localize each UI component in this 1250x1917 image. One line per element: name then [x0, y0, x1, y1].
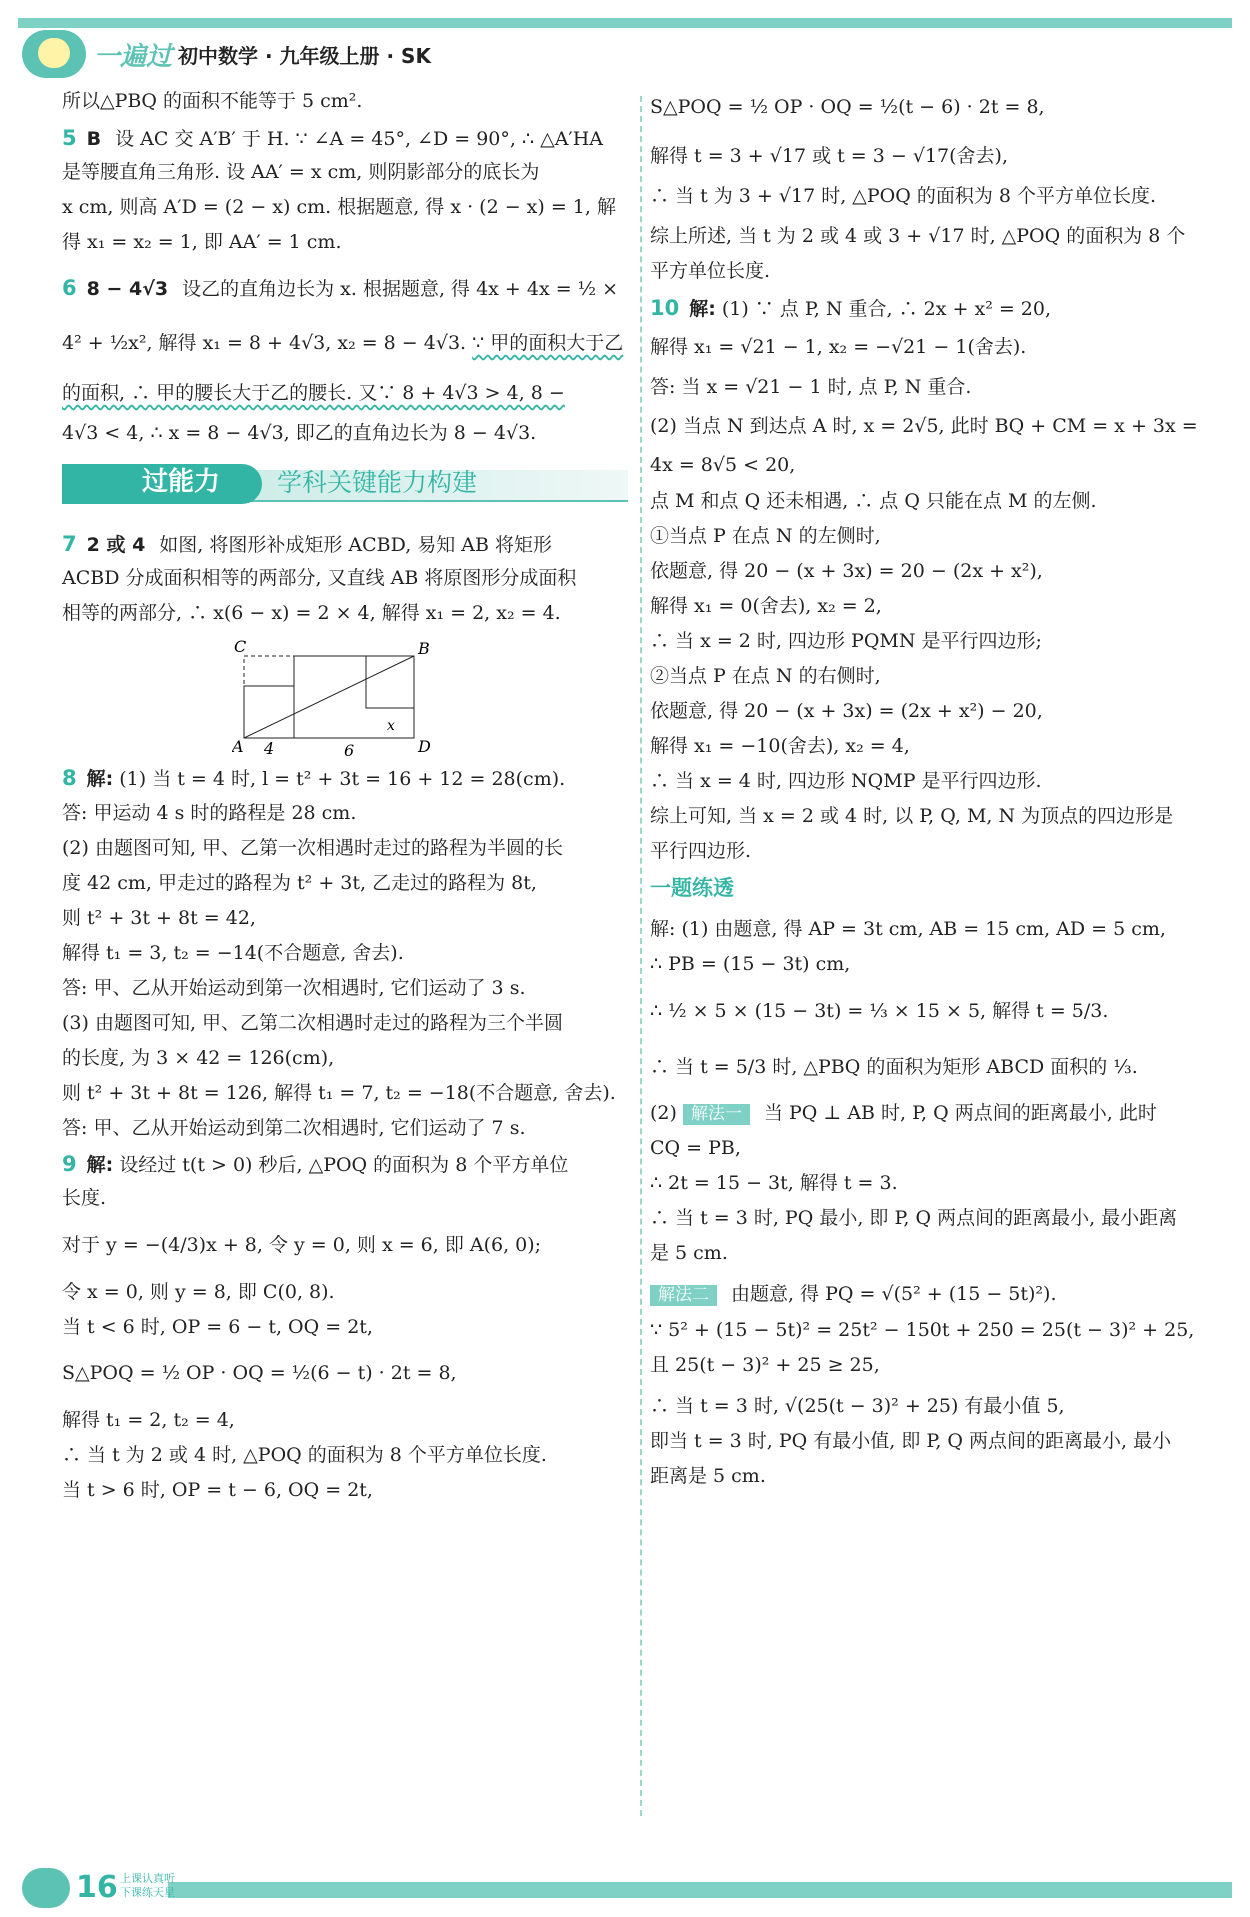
text-line: 距离是 5 cm. — [650, 1465, 766, 1487]
method-2-line — [650, 1285, 1057, 1306]
text-line: 得 x₁ = x₂ = 1, 即 AA′ = 1 cm. — [62, 231, 342, 253]
answer: 2 或 4 — [86, 534, 146, 556]
highlighted-text: 的面积, ∴ 甲的腰长大于乙的腰长. 又∵ 8 + 4√3 > 4, 8 − — [62, 382, 565, 404]
column-divider — [640, 96, 642, 1816]
answer-text: 设 AC 交 A′B′ 于 H. ∵ ∠A = 45°, ∠D = 90°, ∴ △A′HA — [115, 128, 604, 150]
text-line: (2) 由题图可知, 甲、乙第一次相遇时走过的路程为半圆的长 — [62, 837, 564, 859]
text-line: 解: (1) 由题意, 得 AP = 3t cm, AB = 15 cm, AD = 5 cm, — [650, 918, 1166, 940]
slogan-line-2: 下课练天星 — [120, 1885, 175, 1899]
footer-strip — [168, 1882, 1232, 1898]
label-4: 4 — [264, 739, 275, 758]
slogan-line-1: 上课认真听 — [120, 1872, 175, 1885]
text-line: ②当点 P 在点 N 的右侧时, — [650, 665, 881, 687]
text-line: 点 M 和点 Q 还未相遇, ∴ 点 Q 只能在点 M 的左侧. — [650, 490, 1097, 512]
label-x: x — [387, 718, 395, 734]
text-line: ∴ 当 t 为 3 + √17 时, △POQ 的面积为 8 个平方单位长度. — [650, 185, 1157, 207]
text-line: ACBD 分成面积相等的两部分, 又直线 AB 将原图形分成面积 — [62, 567, 577, 589]
text-line: ∴ PB = (15 − 3t) cm, — [650, 953, 851, 975]
text-line: 答: 甲运动 4 s 时的路程是 28 cm. — [62, 802, 357, 824]
text-line: (3) 由题图可知, 甲、乙第二次相遇时走过的路程为三个半圆 — [62, 1012, 564, 1034]
text-line: ∴ 当 x = 2 时, 四边形 PQMN 是平行四边形; — [650, 630, 1042, 652]
highlighted-text: ∵ 甲的面积大于乙 — [472, 332, 624, 354]
label-b: B — [418, 640, 430, 658]
text-line: 平行四边形. — [650, 840, 752, 862]
method-tag: 解法一 — [683, 1104, 750, 1125]
text-line: 解得 x₁ = √21 − 1, x₂ = −√21 − 1(舍去). — [650, 336, 1027, 358]
label-d: D — [418, 737, 431, 756]
right-rectangle — [366, 656, 414, 708]
text-line: 的长度, 为 3 × 42 = 126(cm), — [62, 1047, 335, 1069]
text-line: 则 t² + 3t + 8t = 42, — [62, 907, 256, 929]
answer: 解: — [86, 1154, 114, 1176]
answer: 解: — [689, 298, 716, 320]
text-line: 令 x = 0, 则 y = 8, 即 C(0, 8). — [62, 1281, 335, 1303]
text-line: ∴ 2t = 15 − 3t, 解得 t = 3. — [650, 1172, 898, 1194]
text-line: ∴ 当 t = 5/3 时, △PBQ 的面积为矩形 ABCD 面积的 ⅓. — [650, 1056, 1138, 1078]
small-square — [244, 686, 294, 738]
page-footer — [18, 1868, 1232, 1908]
text-line: 依题意, 得 20 − (x + 3x) = (2x + x²) − 20, — [650, 700, 1043, 722]
question-10-line — [650, 298, 1051, 319]
question-5-line — [62, 128, 603, 149]
label-6: 6 — [344, 741, 355, 760]
section-title: 过能力 — [142, 467, 221, 497]
answer-text: 设经过 t(t > 0) 秒后, △POQ 的面积为 8 个平方单位 — [119, 1154, 569, 1176]
question-8-line — [62, 768, 565, 789]
book-subject: 初中数学 · 九年级上册 · SK — [178, 44, 431, 68]
text-line: 度 42 cm, 甲走过的路程为 t² + 3t, 乙走过的路程为 8t, — [62, 872, 537, 894]
text-line: S△POQ = ½ OP · OQ = ½(6 − t) · 2t = 8, — [62, 1362, 457, 1384]
mascot-icon — [22, 1868, 70, 1908]
footer-slogan — [120, 1872, 175, 1900]
method-1-line — [650, 1104, 1157, 1125]
answer-text: 如图, 将图形补成矩形 ACBD, 易知 AB 将矩形 — [159, 534, 553, 556]
main-rectangle — [294, 656, 414, 738]
section-heading — [650, 878, 734, 899]
text-line: ∴ 当 t = 3 时, √(25(t − 3)² + 25) 有最小值 5, — [650, 1395, 1065, 1417]
text-line: 即当 t = 3 时, PQ 有最小值, 即 P, Q 两点间的距离最小, 最小 — [650, 1430, 1172, 1452]
text-line: S△POQ = ½ OP · OQ = ½(t − 6) · 2t = 8, — [650, 96, 1045, 118]
question-9-line — [62, 1154, 568, 1175]
brand-title: 一遍过 — [94, 42, 173, 72]
section-banner — [62, 464, 628, 504]
text-line: 解得 t₁ = 3, t₂ = −14(不合题意, 舍去). — [62, 942, 404, 964]
text-line: CQ = PB, — [650, 1137, 741, 1159]
text-line: 当 t > 6 时, OP = t − 6, OQ = 2t, — [62, 1479, 373, 1501]
text-line: 综上所述, 当 t 为 2 或 4 或 3 + √17 时, △POQ 的面积为 8 个 — [650, 225, 1186, 247]
answer-text: (1) 当 t = 4 时, l = t² + 3t = 16 + 12 = 28(cm). — [119, 768, 566, 790]
answer: 解: — [86, 768, 114, 790]
text-line: ∴ 当 t = 3 时, PQ 最小, 即 P, Q 两点间的距离最小, 最小距离 — [650, 1207, 1178, 1229]
question-number: 8 — [62, 766, 77, 790]
method-text: 由题意, 得 PQ = √(5² + (15 − 5t)²). — [731, 1283, 1057, 1305]
question-7-line — [62, 534, 552, 555]
mascot-logo-icon — [22, 30, 86, 78]
text-line: 解得 t = 3 + √17 或 t = 3 − √17(舍去), — [650, 145, 1008, 167]
answer: 8 − 4√3 — [86, 278, 169, 300]
text-line: 解得 x₁ = −10(舍去), x₂ = 4, — [650, 735, 910, 757]
header-bar — [18, 18, 1232, 28]
label-a: A — [232, 737, 244, 756]
question-number: 5 — [62, 126, 77, 150]
text-line: 长度. — [62, 1187, 107, 1209]
text-line: (2) 当点 N 到达点 A 时, x = 2√5, 此时 BQ + CM = x + 3x = — [650, 415, 1198, 437]
question-number: 10 — [650, 296, 680, 320]
section-subtitle: 学科关键能力构建 — [277, 468, 478, 497]
text-line: ∵ 5² + (15 − 5t)² = 25t² − 150t + 250 = 25(t − 3)² + 25, — [650, 1319, 1195, 1341]
text-line: 答: 甲、乙从开始运动到第二次相遇时, 它们运动了 7 s. — [62, 1117, 526, 1139]
text-line: 是 5 cm. — [650, 1242, 728, 1264]
text-line: 当 t < 6 时, OP = 6 − t, OQ = 2t, — [62, 1316, 373, 1338]
question-6-line — [62, 278, 618, 299]
text-line: 解得 t₁ = 2, t₂ = 4, — [62, 1409, 235, 1431]
text-line: 解得 x₁ = 0(舍去), x₂ = 2, — [650, 595, 882, 617]
text-line: x cm, 则高 A′D = (2 − x) cm. 根据题意, 得 x · (2 − x) = 1, 解 — [62, 196, 616, 218]
method-text: 当 PQ ⊥ AB 时, P, Q 两点间的距离最小, 此时 — [763, 1102, 1157, 1124]
answer-text: (1) ∵ 点 P, N 重合, ∴ 2x + x² = 20, — [721, 298, 1052, 320]
rectangle-figure — [232, 640, 492, 764]
answer: B — [86, 128, 102, 150]
method-tag: 解法二 — [650, 1285, 717, 1306]
section-heading-text: 一题练透 — [650, 876, 734, 900]
text-line: 依题意, 得 20 − (x + 3x) = 20 − (2x + x²), — [650, 560, 1043, 582]
question-number: 6 — [62, 276, 77, 300]
text-line: ∴ 当 x = 4 时, 四边形 NQMP 是平行四边形. — [650, 770, 1042, 792]
text-line: ∴ 当 t 为 2 或 4 时, △POQ 的面积为 8 个平方单位长度. — [62, 1444, 547, 1466]
text-line: 对于 y = −(4/3)x + 8, 令 y = 0, 则 x = 6, 即 A(6, 0); — [62, 1234, 542, 1256]
text-line: ∴ ½ × 5 × (15 − 3t) = ⅓ × 15 × 5, 解得 t = 5/3. — [650, 1000, 1109, 1022]
question-number: 9 — [62, 1152, 77, 1176]
text-line: 所以△PBQ 的面积不能等于 5 cm². — [62, 90, 363, 112]
text-line: 答: 当 x = √21 − 1 时, 点 P, N 重合. — [650, 376, 972, 398]
text-line: 4x = 8√5 < 20, — [650, 454, 796, 476]
text-line: 则 t² + 3t + 8t = 126, 解得 t₁ = 7, t₂ = −18(不合题意, 舍去). — [62, 1082, 616, 1104]
label-c: C — [234, 640, 247, 656]
part-label: (2) — [650, 1102, 677, 1124]
text-line — [62, 334, 623, 353]
question-number: 7 — [62, 532, 77, 556]
text-line: ①当点 P 在点 N 的左侧时, — [650, 525, 881, 547]
page-header — [18, 18, 1232, 80]
text-line — [62, 384, 565, 403]
text-line: 平方单位长度. — [650, 260, 771, 282]
page-number: 16 — [76, 1870, 118, 1905]
text-line: 且 25(t − 3)² + 25 ≥ 25, — [650, 1354, 880, 1376]
text-line: 相等的两部分, ∴ x(6 − x) = 2 × 4, 解得 x₁ = 2, x₂ = 4. — [62, 602, 561, 624]
text-line: 答: 甲、乙从开始运动到第一次相遇时, 它们运动了 3 s. — [62, 977, 526, 999]
text-line: 是等腰直角三角形. 设 AA′ = x cm, 则阴影部分的底长为 — [62, 161, 540, 183]
text-line: 4√3 < 4, ∴ x = 8 − 4√3, 即乙的直角边长为 8 − 4√3. — [62, 422, 537, 444]
answer-text: 设乙的直角边长为 x. 根据题意, 得 4x + 4x = ½ × — [182, 278, 619, 300]
text-line: 综上可知, 当 x = 2 或 4 时, 以 P, Q, M, N 为顶点的四边形是 — [650, 805, 1174, 827]
text-part: 4² + ½x², 解得 x₁ = 8 + 4√3, x₂ = 8 − 4√3. — [62, 332, 473, 354]
